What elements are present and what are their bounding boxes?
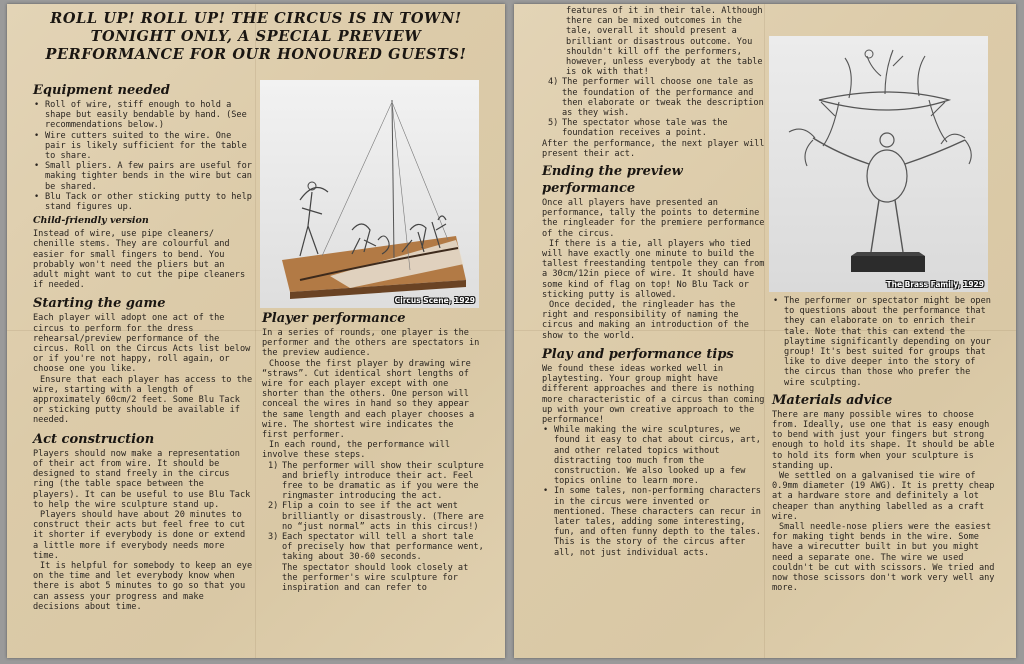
list-item	[262, 461, 484, 502]
paragraph: We found these ideas worked well in playtesting. Your group might have different approaches and there is nothing more characteristic of a circus than coming up with your own creative approach to the performance!	[542, 363, 765, 425]
performance-steps-continued	[542, 77, 766, 138]
right-column-b	[772, 296, 996, 593]
list-item: • In some tales, non-performing characters in the circus were invented or mentioned. These characters can recur in later tales, adding some interesting, fun, and often funny depth to the tales. This is the story of the circus after all, not just individual acts.	[542, 486, 766, 557]
list-item	[262, 501, 484, 532]
paragraph: Once decided, the ringleader has the right and responsibility of naming the circus and making an introduction of the show to the world.	[542, 300, 749, 341]
paragraph: Each player will adopt one act of the circus to perform for the dress rehearsal/preview performance of the circus. Roll on the Circus Acts list below or if you're not happy, roll again, or choose one you like.	[33, 313, 251, 375]
paragraph: Players should now make a representation of their act from wire. It should be designed to stand freely in the circus ring (the table space between the players). It can be useful to use Blu Tack to help the wire sculpture stand up.	[33, 448, 251, 510]
paragraph: After the performance, the next player will present their act.	[542, 138, 765, 159]
list-item: • Blu Tack or other sticking putty to help stand figures up.	[33, 192, 255, 212]
image-caption: Circus Scene, 1929	[394, 296, 475, 305]
left-column	[33, 82, 255, 612]
title-line: ROLL UP! ROLL UP! THE CIRCUS IS IN TOWN!	[50, 10, 462, 27]
paragraph: features of it in their tale. Although there can be mixed outcomes in the tale, overall it should present a brilliant or disastrous outcome. You shouldn't kill off the performers, however, unless everybody at the table is ok with that!	[566, 6, 763, 78]
equipment-list	[33, 100, 255, 212]
list-item: • The performer or spectator might be open to questions about the performance that they can elaborate on to enrich their tale. Note that this can extend the playtime significantly depending on your group! It's best suited for groups that like to dive deeper into the story of the circus than those who prefer the wire sculpting.	[772, 296, 996, 388]
paragraph: The spectator should look closely at the performer's wire sculpture for inspiration and can refer to	[282, 562, 469, 594]
equipment-heading: Equipment needed	[33, 83, 170, 98]
performance-steps	[262, 461, 484, 563]
list-item: • While making the wire sculptures, we found it easy to chat about circus, art, and other related topics without distracting too much from the construction. We also looked up a few topics online to learn more.	[542, 425, 766, 486]
left-page	[7, 4, 505, 658]
circus-scene-image	[260, 80, 479, 308]
list-item	[542, 77, 766, 118]
paragraph: We settled on a galvanised tie wire of 0.9mm diameter (19 AWG). It is pretty cheap at a hardware store and definitely a lot cheaper than anything labelled as a craft wire.	[772, 471, 995, 522]
paragraph: In a series of rounds, one player is the performer and the others are spectators in the preview audience.	[262, 328, 480, 359]
paragraph: In each round, the performance will involve these steps.	[262, 440, 451, 461]
list-item	[262, 532, 484, 563]
materials-heading: Materials advice	[772, 392, 893, 408]
image-caption: The Brass Family, 1929	[886, 280, 984, 289]
step-number: 5)	[548, 118, 559, 129]
child-friendly-heading: Child-friendly version	[33, 215, 149, 227]
brass-family-image	[769, 36, 988, 292]
fold-crease	[255, 4, 256, 658]
page-title	[17, 10, 495, 64]
tips-heading: Play and performance tips	[542, 346, 734, 362]
step-text: Flip a coin to see if the act went brilliantly or disastrously. (There are no “just normal” acts in this circus!)	[282, 501, 484, 532]
step-number: 2)	[268, 501, 279, 512]
paragraph: Players should have about 20 minutes to construct their acts but feel free to cut it shorter if everybody is done or extend a little more if everybody needs more time.	[33, 509, 246, 561]
paragraph: Ensure that each player has access to the wire, starting with a length of approximately 60cm/2 feet. Some Blu Tack or sticking putty should be available if needed.	[33, 374, 253, 426]
player-performance-heading: Player performance	[262, 311, 406, 326]
starting-heading: Starting the game	[33, 296, 166, 312]
step-text: Each spectator will tell a short tale of precisely how that performance went, taking about 30-60 seconds.	[282, 532, 484, 563]
title-line: TONIGHT ONLY, A SPECIAL PREVIEW	[90, 28, 422, 45]
step-text: The performer will choose one tale as the foundation of the performance and then elaborate or tweak the description as they wish.	[562, 77, 764, 119]
step-number: 3)	[268, 532, 279, 543]
step-text: The performer will show their sculpture and briefly introduce their act. Feel free to be dramatic as if you were the ringmaster introducing the act.	[282, 460, 484, 502]
tips-list-continued	[772, 296, 996, 388]
act-construction-heading: Act construction	[33, 431, 155, 447]
paragraph: Once all players have presented an performance, tally the points to determine the ringleader for the premiere performance of the circus.	[542, 198, 765, 239]
list-item	[542, 118, 766, 138]
step-text: The spectator whose tale was the foundation receives a point.	[562, 118, 728, 139]
paragraph: Small needle-nose pliers were the easiest for making tight bends in the wire. Some have a wirecutter built in but you might need a separate one. The wire we used couldn't be cut with scissors. We tried and now those scissors don't work very well any more.	[772, 522, 995, 594]
list-item: • Small pliers. A few pairs are useful for making tighter bends in the wire but can be shared.	[33, 161, 255, 192]
right-page	[514, 4, 1016, 658]
paragraph: There are many possible wires to choose from. Ideally, use one that is easy enough to bend with just your fingers but strong enough to hold its shape. It should be able to hold its form when your sculpture is standing up.	[772, 409, 995, 471]
right-column-a	[542, 6, 766, 558]
tips-list	[542, 425, 766, 558]
paragraph: If there is a tie, all players who tied will have exactly one minute to build the tallest freestanding tentpole they can from a 30cm/12in piece of wire. It should have some kind of flag on top! No Blu Tack or sticking putty is allowed.	[542, 238, 765, 300]
step-number: 4)	[548, 77, 559, 88]
paragraph: Choose the first player by drawing wire “straws”. Cut identical short lengths of wire for each player except with one shorter than the others. One person will conceal the wires in hand so they appear the same length and each player chooses a wire. The shortest wire indicates the first performer.	[262, 358, 475, 441]
step-number: 1)	[268, 460, 279, 471]
ending-heading: Ending the preview performance	[542, 164, 683, 197]
circus-scene-sculpture-icon	[260, 80, 479, 308]
child-friendly-text: Instead of wire, use pipe cleaners/ chenille stems. They are colourful and easier for small fingers to bend. You probably won't need the pliers but an adult might want to cut the pipe cleaners if needed.	[33, 229, 246, 291]
list-item: • Wire cutters suited to the wire. One pair is likely sufficient for the table to share.	[33, 131, 255, 162]
brass-family-sculpture-icon	[769, 36, 988, 292]
paragraph: It is helpful for somebody to keep an eye on the time and let everybody know when there is abot 5 minutes to go so that you can assess your progress and make decisions about time.	[33, 560, 253, 612]
list-item: • Roll of wire, stiff enough to hold a shape but easily bendable by hand. (See recommendations below.)	[33, 100, 255, 131]
title-line: PERFORMANCE FOR OUR HONOURED GUESTS!	[45, 46, 467, 63]
middle-column	[262, 310, 484, 593]
